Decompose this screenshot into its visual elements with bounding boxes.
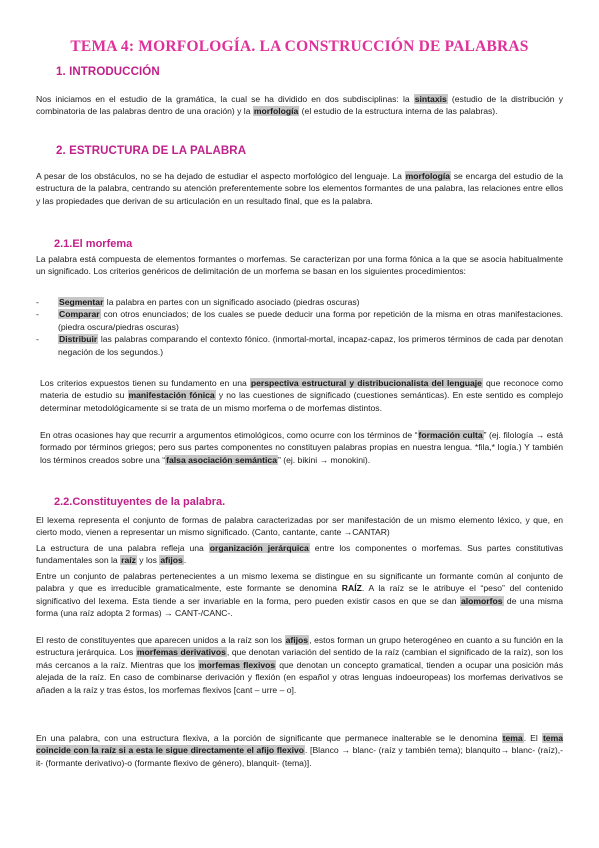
subsection-heading-morfema: 2.1.El morfema (54, 238, 133, 250)
paragraph-introduccion: Nos iniciamos en el estudio de la gramática, la cual se ha dividido en dos subdisciplinas: la sintaxis (estudio de la distribución y combinatoria de las palabras dentro de una oración) y la morfología (el estudio de la estructura interna de las palabras). (36, 94, 563, 117)
list-item: - Comparar con otros enunciados; de los cuales se puede deducir una forma por repetición de la misma en otras manifestaciones. (piedra oscura/piedras oscuras) (36, 309, 563, 332)
list-item: - Distribuir las palabras comparando el contexto fónico. (inmortal-mortal, incapaz-capaz, los primeros términos de cada par denotan negación de los segundos.) (36, 334, 563, 357)
paragraph-organizacion: La estructura de una palabra refleja una organización jerárquica entre los componentes o morfemas. Sus partes constitutivas fundamentales son la raíz y los afijos. (36, 543, 563, 566)
paragraph-etimologicos: En otras ocasiones hay que recurrir a argumentos etimológicos, como ocurre con los términos de “formación culta” (ej. filología → está formado por términos griegos; pero sus partes componentes no constituyen palabras propias en nuestra lengua. *fila,* logía.) Y también los términos creados sobre una “falsa asociación semántica” (ej. bikini → monokini). (40, 430, 563, 465)
paragraph-raiz: Entre un conjunto de palabras pertenecientes a un mismo lexema se distingue en su significante un formante común al conjunto de palabra y que es irreducible gramaticalmente, este formante se denomina RAÍZ. A la raíz se le atribuye el “peso” del contenido significativo del lexema. Esta tiende a ser invariable en la forma, pero pueden existir casos en que se dan alomorfos de una misma forma (una raíz adopta 2 formas) → CANT-/CANC-. (36, 571, 564, 619)
section-heading-estructura: 2. ESTRUCTURA DE LA PALABRA (56, 145, 247, 157)
paragraph-tema: En una palabra, con una estructura flexiva, a la porción de significante que permanece inalterable se le denomina tema. El tema coincide con la raíz si a esta le sigue directamente el afijo flexivo. [Blanco → blanc- (raíz y también tema); blanquito→ blanc- (raíz),-it- (formante derivativo)-o (formante flexivo de género), blanquit- (tema)]. (36, 733, 564, 768)
subsection-heading-constituyentes: 2.2.Constituyentes de la palabra. (54, 496, 226, 508)
paragraph-lexema: El lexema representa el conjunto de formas de palabra caracterizadas por ser manifestación de un mismo elemento léxico, y que, en cierto modo, vienen a representar un mismo significado. (Canto, cantante, cante →CANTAR) (36, 515, 563, 538)
paragraph-afijos: El resto de constituyentes que aparecen unidos a la raíz son los afijos, estos forman un grupo heterogéneo en cuanto a su función en la estructura jerárquica. Los morfemas derivativos, que denotan variación del sentido de la raíz (cambian el significado de la raíz), son los más cercanos a la raíz. Mientras que los morfemas flexivos que denotan un concepto gramatical, tienden a ocupar una posición más alejada de la raíz. En caso de combinarse derivación y flexión (en español y otras lenguas indoeuropeas) los morfemas derivativos se añaden a la raíz y tras éstos, los morfemas flexivos [cant – urre – o]. (36, 635, 563, 695)
paragraph-criterios: Los criterios expuestos tienen su fundamento en una perspectiva estructural y distribucionalista del lenguaje que reconoce como materia de estudio su manifestación fónica y no las cuestiones de significado (cuestiones semánticas). En este sentido es complejo determinar metodológicamente si se trata de un mismo morfema o de morfemas distintos. (40, 378, 563, 413)
procedures-list (36, 296, 563, 358)
document-title: TEMA 4: MORFOLOGÍA. LA CONSTRUCCIÓN DE PALABRAS (70, 38, 529, 55)
list-item: - Segmentar la palabra en partes con un significado asociado (piedras oscuras) (36, 297, 360, 307)
section-heading-introduccion: 1. INTRODUCCIÓN (56, 66, 160, 78)
paragraph-estructura: A pesar de los obstáculos, no se ha dejado de estudiar el aspecto morfológico del lenguaje. La morfología se encarga del estudio de la estructura de la palabra, centrando su atención preferentemente sobre los elementos formantes de una palabra, las relaciones entre ellos y las propiedades que derivan de su articulación en un resultado final, que es la palabra. (36, 171, 563, 206)
paragraph-morfema-intro: La palabra está compuesta de elementos formantes o morfemas. Se caracterizan por una forma fónica a la que se asocia habitualmente un significado. Los criterios genéricos de delimitación de un morfema se basan en los siguientes procedimientos: (36, 254, 563, 277)
